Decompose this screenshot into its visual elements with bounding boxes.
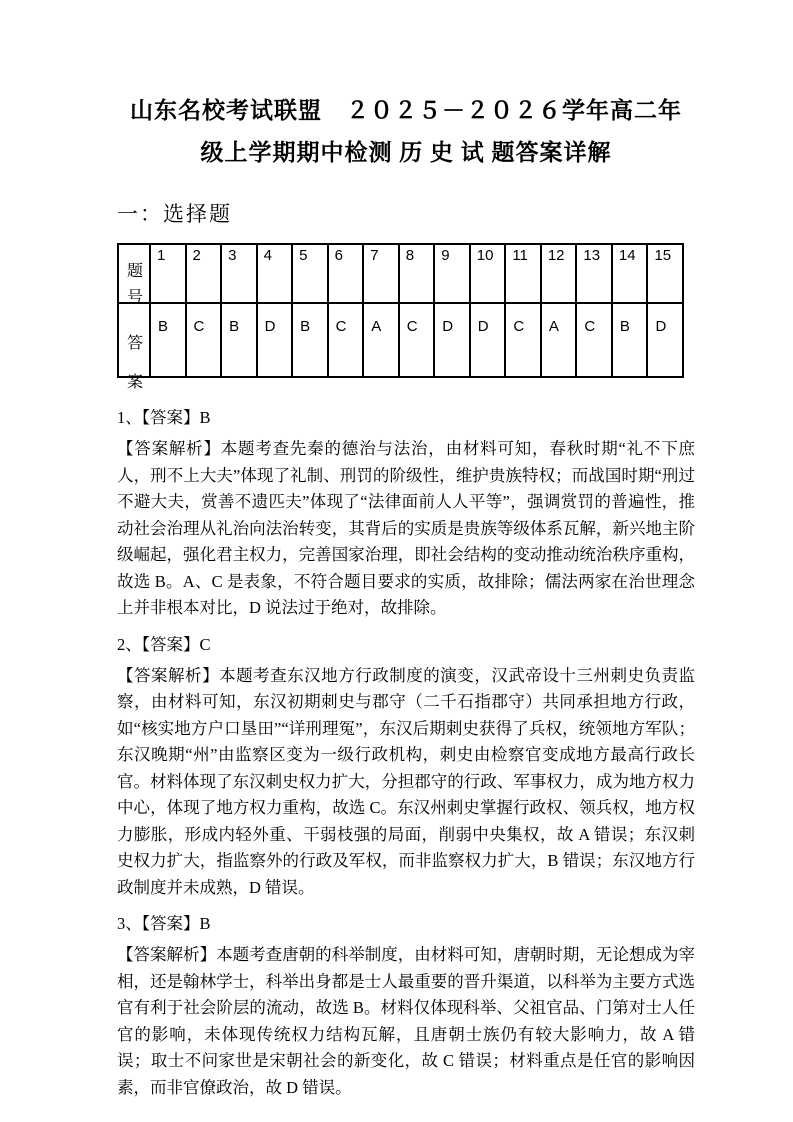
question-number-cell: 6 [328,244,364,303]
document-title-line-2: 级上学期期中检测 历 史 试 题答案详解 [200,140,612,165]
answer-cell: C [576,303,612,377]
question-number-cell: 4 [257,244,293,303]
answer-cell: C [186,303,222,377]
question-number-cell: 11 [505,244,541,303]
question-number-cell: 5 [292,244,328,303]
explanation-question-3 [117,914,695,1101]
explanation-3-analysis-text: 【答案解析】本题考查唐朝的科举制度，由材料可知，唐朝时期，无论想成为宰相，还是翰林学士，科举出身都是士人最重要的晋升渠道，以科举为主要方式选官有利于社会阶层的流动，故选 B。材料仅体现科举、父祖官品、门第对士人任官的影响，未体现传统权力结构瓦解，且唐朝士族仍有较大影响力，故 A 错误；取士不问家世是宋朝社会的新变化，故 C 错误；材料重点是任官的影响因素，而非官僚政治，故 D 错误。 [117,945,695,1097]
answer-cell: B [221,303,257,377]
answer-cell: B [150,303,186,377]
answer-cell: C [399,303,435,377]
question-number-cell: 10 [470,244,506,303]
question-number-cell: 3 [221,244,257,303]
question-number-cell: 2 [186,244,222,303]
answer-cell: C [505,303,541,377]
document-title-line-1: 山东名校考试联盟 ２０２５－２０２６学年高二年 [130,98,682,123]
question-row-label-cell [118,244,150,306]
question-number-cell: 7 [363,244,399,303]
explanation-2-analysis-text: 【答案解析】本题考查东汉地方行政制度的演变，汉武帝设十三州刺史负责监察，由材料可知，东汉初期刺史与郡守（二千石指郡守）共同承担地方行政，如“核实地方户口垦田”“详刑理冤”，东汉后期刺史获得了兵权，统领地方军队；东汉晚期“州”由监察区变为一级行政机构，刺史由检察官变成地方最高行政长官。材料体现了东汉刺史权力扩大，分担郡守的行政、军事权力，成为地方权力中心，体现了地方权力重构，故选 C。东汉州刺史掌握行政权、领兵权，地方权力膨胀，形成内轻外重、干弱枝强的局面，削弱中央集权，故 A 错误；东汉刺史权力扩大，指监察外的行政及军权，而非监察权力扩大，B 错误；东汉地方行政制度并未成熟，D 错误。 [117,665,695,897]
answer-row-label: 答案 [127,335,144,391]
explanation-question-2 [117,635,695,902]
document-title [117,90,695,174]
answer-row-label-cell [118,303,150,391]
question-number-cell: 15 [647,244,683,303]
explanations-section [117,408,695,1101]
question-number-cell: 9 [434,244,470,303]
question-number-cell: 12 [541,244,577,303]
answer-cell: D [257,303,293,377]
question-number-cell: 14 [612,244,648,303]
answer-cell: D [647,303,683,377]
explanation-1-answer-heading: 1、【答案】B [117,408,211,427]
answer-cell: B [612,303,648,377]
section-heading-multiple-choice: 一：选择题 [117,202,232,226]
explanation-1-analysis-text: 【答案解析】本题考查先秦的德治与法治，由材料可知，春秋时期“礼不下庶人，刑不上大夫”体现了礼制、刑罚的阶级性，维护贵族特权；而战国时期“刑过不避大夫，赏善不遗匹夫”体现了“法律面前人人平等”，强调赏罚的普遍性，推动社会治理从礼治向法治转变，其背后的实质是贵族等级体系瓦解，新兴地主阶级崛起，强化君主权力，完善国家治理，即社会结构的变动推动统治秩序重构，故选 B。A、C 是表象，不符合题目要求的实质，故排除；儒法两家在治世理念上并非根本对比，D 说法过于绝对，故排除。 [117,439,695,617]
question-number-cell: 13 [576,244,612,303]
answer-cell: B [292,303,328,377]
question-number-cell: 1 [150,244,186,303]
answer-cell: D [434,303,470,377]
question-number-row [118,244,683,303]
answer-key-table [117,243,684,391]
question-row-label: 题号 [127,263,144,306]
question-number-cell: 8 [399,244,435,303]
answer-cell: A [541,303,577,377]
answer-cell: A [363,303,399,377]
answer-row [118,303,683,377]
explanation-3-answer-heading: 3、【答案】B [117,914,211,933]
answer-cell: C [328,303,364,377]
explanation-2-answer-heading: 2、【答案】C [117,634,211,654]
answer-cell: D [470,303,506,377]
explanation-question-1 [117,408,695,622]
